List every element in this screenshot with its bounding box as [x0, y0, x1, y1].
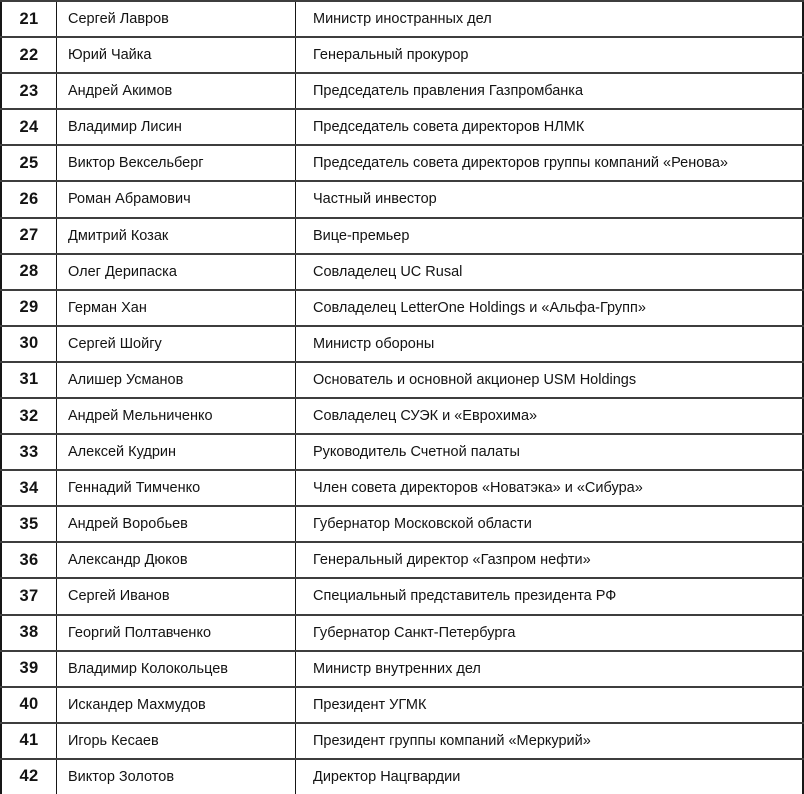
role-cell: Частный инвестор	[295, 182, 804, 216]
table-row	[0, 505, 804, 541]
table-row	[0, 72, 804, 108]
name-cell: Герман Хан	[68, 299, 147, 316]
table-row	[0, 144, 804, 180]
role-cell: Основатель и основной акционер USM Holdings	[295, 363, 804, 397]
name-cell: Роман Абрамович	[68, 191, 191, 208]
table-row	[0, 289, 804, 325]
rank-cell: 26	[0, 182, 57, 216]
name-cell: Олег Дерипаска	[68, 263, 177, 280]
role-cell: Генеральный директор «Газпром нефти»	[295, 543, 804, 577]
role-cell: Председатель совета директоров НЛМК	[295, 110, 804, 144]
table-row	[0, 180, 804, 216]
rank-cell: 30	[0, 327, 57, 361]
name-cell: Юрий Чайка	[68, 47, 152, 64]
role-cell: Совладелец СУЭК и «Еврохима»	[295, 399, 804, 433]
rank-cell: 31	[0, 363, 57, 397]
name-cell: Геннадий Тимченко	[68, 480, 201, 497]
rank-cell: 35	[0, 507, 57, 541]
role-cell: Президент группы компаний «Меркурий»	[295, 724, 804, 758]
role-cell: Директор Нацгвардии	[295, 760, 804, 794]
table-row	[0, 686, 804, 722]
name-cell: Игорь Кесаев	[68, 732, 159, 749]
role-cell: Совладелец UC Rusal	[295, 255, 804, 289]
role-cell: Министр внутренних дел	[295, 652, 804, 686]
name-cell: Андрей Мельниченко	[68, 408, 213, 425]
table-row	[0, 397, 804, 433]
rank-cell: 32	[0, 399, 57, 433]
table-row	[0, 325, 804, 361]
table-row	[0, 217, 804, 253]
role-cell: Председатель правления Газпромбанка	[295, 74, 804, 108]
rank-cell: 40	[0, 688, 57, 722]
rank-cell: 41	[0, 724, 57, 758]
rank-cell: 23	[0, 74, 57, 108]
role-cell: Президент УГМК	[295, 688, 804, 722]
name-cell: Владимир Лисин	[68, 119, 182, 136]
rank-cell: 21	[0, 2, 57, 36]
role-cell: Генеральный прокурор	[295, 38, 804, 72]
rank-cell: 22	[0, 38, 57, 72]
table-row	[0, 722, 804, 758]
role-cell: Губернатор Московской области	[295, 507, 804, 541]
table-row	[0, 758, 804, 794]
rank-cell: 27	[0, 219, 57, 253]
rank-cell: 36	[0, 543, 57, 577]
name-cell: Сергей Лавров	[68, 11, 169, 28]
table-row	[0, 108, 804, 144]
rank-cell: 28	[0, 255, 57, 289]
role-cell: Вице-премьер	[295, 219, 804, 253]
table-row	[0, 541, 804, 577]
name-cell: Дмитрий Козак	[68, 227, 169, 244]
name-cell: Сергей Шойгу	[68, 335, 162, 352]
name-cell: Андрей Воробьев	[68, 516, 188, 533]
role-cell: Губернатор Санкт-Петербурга	[295, 616, 804, 650]
rank-cell: 34	[0, 471, 57, 505]
name-cell: Владимир Колокольцев	[68, 660, 228, 677]
table-row	[0, 469, 804, 505]
rank-cell: 33	[0, 435, 57, 469]
role-cell: Министр иностранных дел	[295, 2, 804, 36]
rank-cell: 24	[0, 110, 57, 144]
name-cell: Виктор Вексельберг	[68, 155, 204, 172]
table-row	[0, 614, 804, 650]
table-row	[0, 433, 804, 469]
table-row	[0, 36, 804, 72]
role-cell: Министр обороны	[295, 327, 804, 361]
rank-cell: 42	[0, 760, 57, 794]
name-cell: Виктор Золотов	[68, 768, 175, 785]
role-cell: Член совета директоров «Новатэка» и «Сибура»	[295, 471, 804, 505]
rank-cell: 38	[0, 616, 57, 650]
rank-cell: 39	[0, 652, 57, 686]
role-cell: Председатель совета директоров группы компаний «Ренова»	[295, 146, 804, 180]
rank-cell: 37	[0, 579, 57, 613]
name-cell: Алексей Кудрин	[68, 444, 176, 461]
name-cell: Георгий Полтавченко	[68, 624, 212, 641]
table-row	[0, 650, 804, 686]
table-row	[0, 253, 804, 289]
role-cell: Совладелец LetterOne Holdings и «Альфа-Групп»	[295, 291, 804, 325]
rank-cell: 25	[0, 146, 57, 180]
name-cell: Искандер Махмудов	[68, 696, 206, 713]
rank-cell: 29	[0, 291, 57, 325]
name-cell: Сергей Иванов	[68, 588, 170, 605]
name-cell: Александр Дюков	[68, 552, 188, 569]
table-row	[0, 0, 804, 36]
table-row	[0, 577, 804, 613]
role-cell: Специальный представитель президента РФ	[295, 579, 804, 613]
name-cell: Андрей Акимов	[68, 83, 173, 100]
table-row	[0, 361, 804, 397]
name-cell: Алишер Усманов	[68, 371, 184, 388]
role-cell: Руководитель Счетной палаты	[295, 435, 804, 469]
